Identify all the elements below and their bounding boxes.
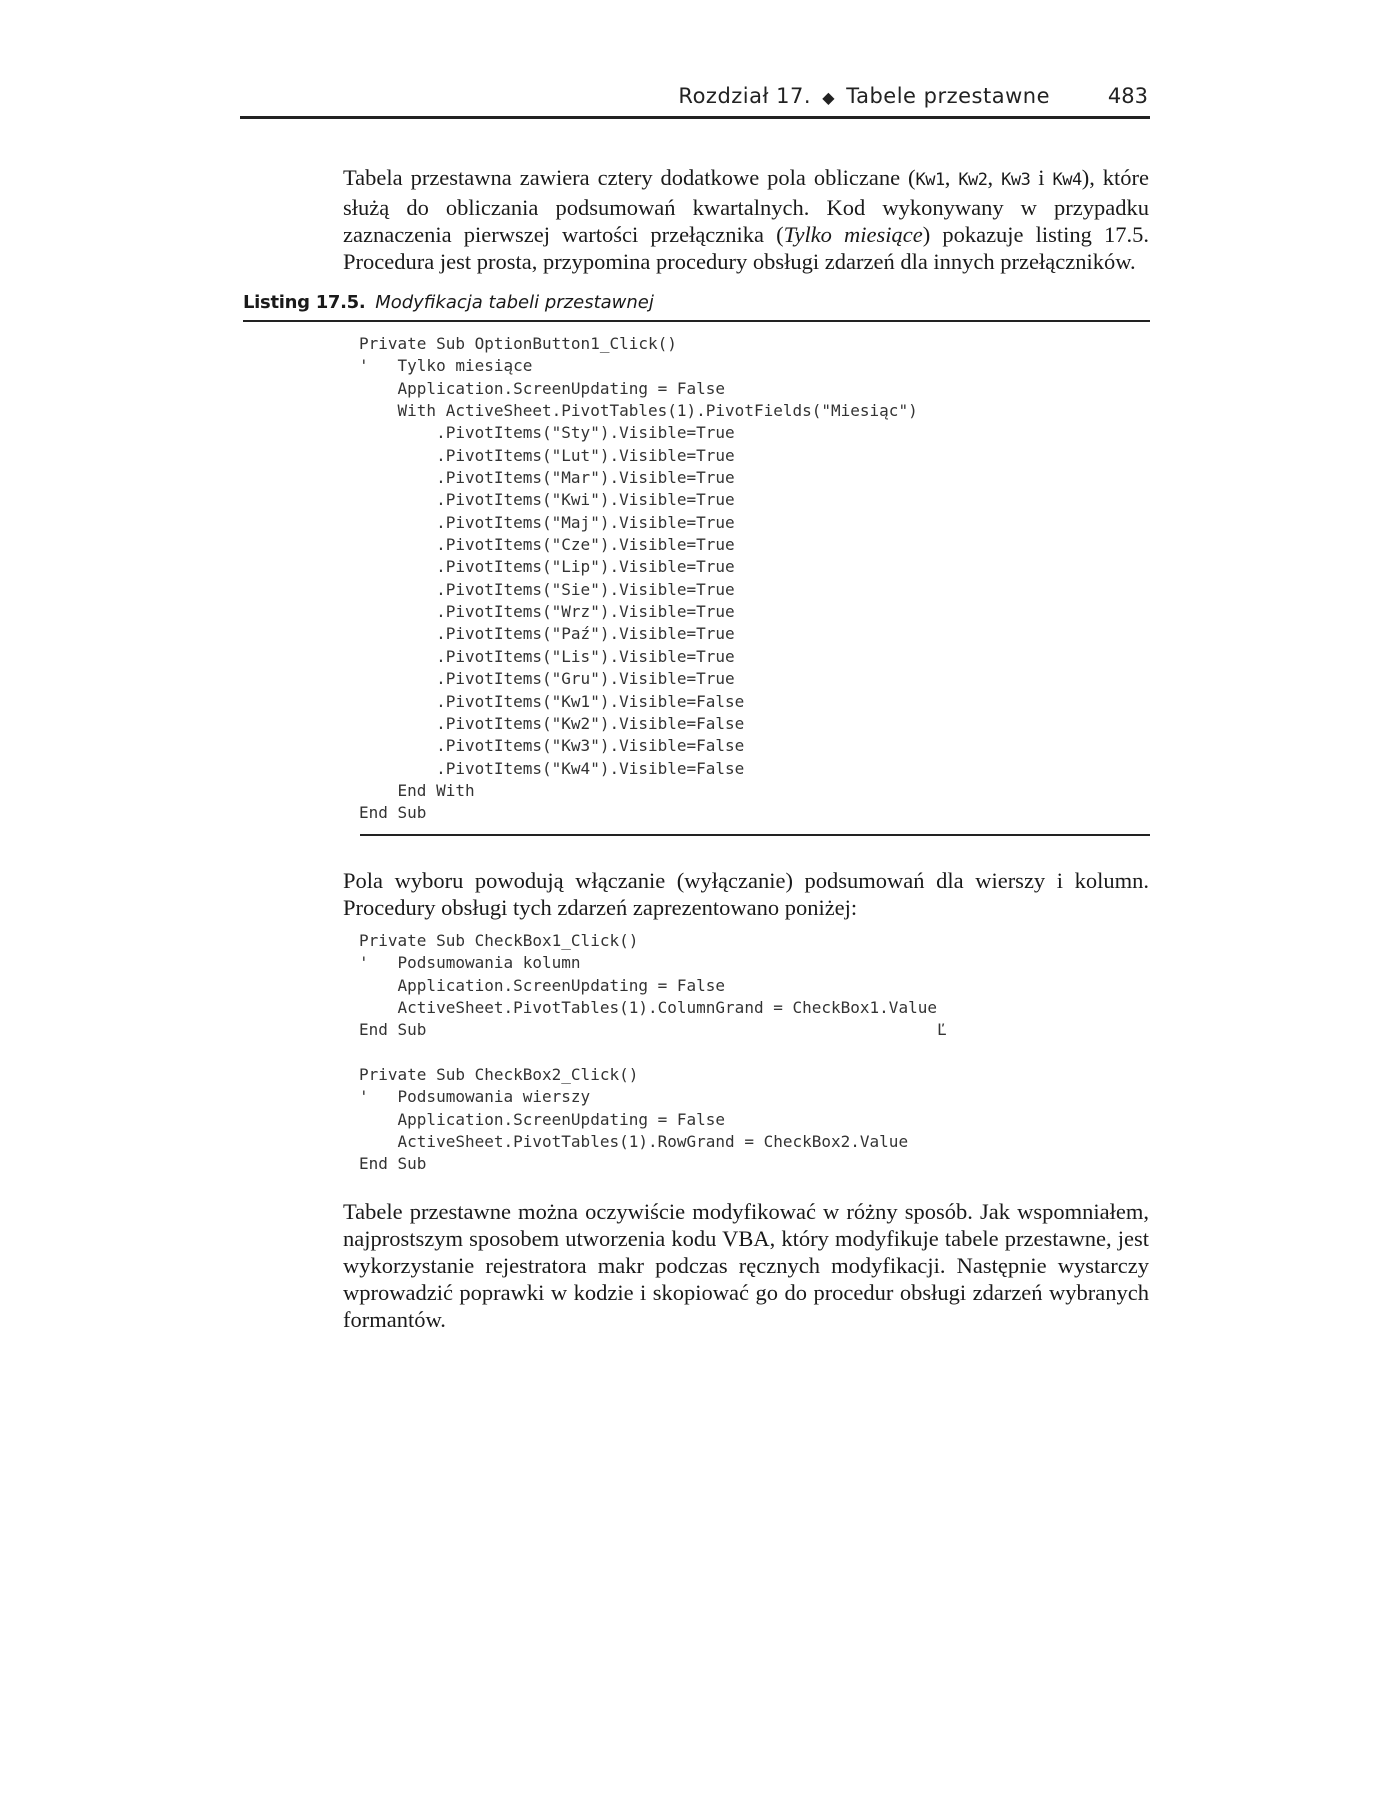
code-line: End Sub — [359, 1154, 427, 1174]
code-line: ActiveSheet.PivotTables(1).ColumnGrand = CheckBox1.Value — [359, 998, 937, 1018]
code-line: .PivotItems("Lip").Visible=True — [359, 557, 735, 577]
inline-code-kw1: Kw1 — [915, 170, 945, 190]
code-line: .PivotItems("Wrz").Visible=True — [359, 602, 735, 622]
code-line: .PivotItems("Sty").Visible=True — [359, 423, 735, 443]
diamond-icon: ◆ — [822, 88, 836, 107]
code-line: .PivotItems("Mar").Visible=True — [359, 468, 735, 488]
code-line: End Sub Ľ — [359, 1020, 947, 1040]
intro-text-1: Tabela przestawna zawiera cztery dodatkowe pola obliczane ( — [343, 165, 916, 190]
code-line: Private Sub CheckBox1_Click() — [359, 931, 639, 950]
intro-italic: Tylko miesiące — [783, 222, 923, 247]
page-number: 483 — [1107, 84, 1148, 108]
chapter-title: Tabele przestawne — [846, 84, 1050, 108]
code-line: .PivotItems("Kw4").Visible=False — [359, 758, 745, 778]
code-line: ' Tylko miesiące — [359, 356, 533, 376]
code-line: .PivotItems("Lis").Visible=True — [359, 646, 735, 666]
code-line: .PivotItems("Cze").Visible=True — [359, 535, 735, 555]
code-line: Application.ScreenUpdating = False — [359, 378, 726, 398]
code-line: .PivotItems("Lut").Visible=True — [359, 445, 735, 465]
chapter-number: Rozdział 17. — [678, 84, 812, 108]
intro-sep-3: i — [1030, 165, 1053, 190]
listing-number: Listing 17.5. — [243, 292, 366, 313]
checkbox-paragraph: Pola wyboru powodują włączanie (wyłączanie) podsumowań dla wierszy i kolumn. Procedury obsługi tych zdarzeń zaprezentowano poniżej: — [343, 868, 1149, 920]
code-line: Application.ScreenUpdating = False — [359, 1109, 726, 1129]
code-line: .PivotItems("Sie").Visible=True — [359, 579, 735, 599]
running-header — [240, 80, 1150, 119]
intro-sep-1: , — [944, 165, 959, 190]
checkbox-code-block — [359, 930, 947, 1176]
intro-text-2: ), które służą do obliczania podsumowań kwartalnych. Kod wykonywany w przypadku zaznaczenia pierwszej wartości przełącznika ( — [343, 165, 1149, 247]
listing-title: Modyfikacja tabeli przestawnej — [375, 292, 654, 313]
code-line: ' Podsumowania wierszy — [359, 1087, 591, 1107]
inline-code-kw2: Kw2 — [958, 170, 988, 190]
listing-bottom-rule — [360, 834, 1150, 836]
code-line: End With — [359, 780, 475, 800]
code-line: Application.ScreenUpdating = False — [359, 975, 726, 995]
code-line: .PivotItems("Kwi").Visible=True — [359, 490, 735, 510]
final-paragraph: Tabele przestawne można oczywiście modyfikować w różny sposób. Jak wspomniałem, najprostszym sposobem utworzenia kodu VBA, który modyfikuje tabele przestawne, jest wykorzystanie rejestratora makr podczas ręcznych modyfikacji. Następnie wystarczy wprowadzić poprawki w kodzie i skopiować go do procedur obsługi zdarzeń wybranych formantów. — [343, 1199, 1149, 1332]
code-line: .PivotItems("Kw1").Visible=False — [359, 691, 745, 711]
code-line: .PivotItems("Maj").Visible=True — [359, 512, 735, 532]
code-line: ActiveSheet.PivotTables(1).RowGrand = CheckBox2.Value — [359, 1132, 909, 1152]
code-line: .PivotItems("Paź").Visible=True — [359, 624, 735, 644]
code-line: .PivotItems("Gru").Visible=True — [359, 669, 735, 689]
code-line: With ActiveSheet.PivotTables(1).PivotFields("Miesiąc") — [359, 401, 918, 421]
code-line: .PivotItems("Kw2").Visible=False — [359, 713, 745, 733]
code-line: Private Sub OptionButton1_Click() — [359, 334, 677, 353]
code-line: ' Podsumowania kolumn — [359, 953, 581, 973]
intro-paragraph — [343, 164, 1149, 275]
code-line: Private Sub CheckBox2_Click() — [359, 1065, 639, 1085]
inline-code-kw3: Kw3 — [1001, 170, 1031, 190]
inline-code-kw4: Kw4 — [1052, 170, 1082, 190]
chapter-heading — [678, 84, 1050, 108]
code-line: .PivotItems("Kw3").Visible=False — [359, 736, 745, 756]
intro-sep-2: , — [987, 165, 1002, 190]
code-line — [359, 1042, 947, 1064]
listing-caption — [243, 292, 1150, 322]
code-line: End Sub — [359, 803, 427, 823]
intro-text-3: ) pokazuje listing 17.5. Procedura jest prosta, przypomina procedury obsługi zdarzeń dla innych przełączników. — [343, 222, 1149, 274]
listing-code-block — [359, 333, 918, 825]
